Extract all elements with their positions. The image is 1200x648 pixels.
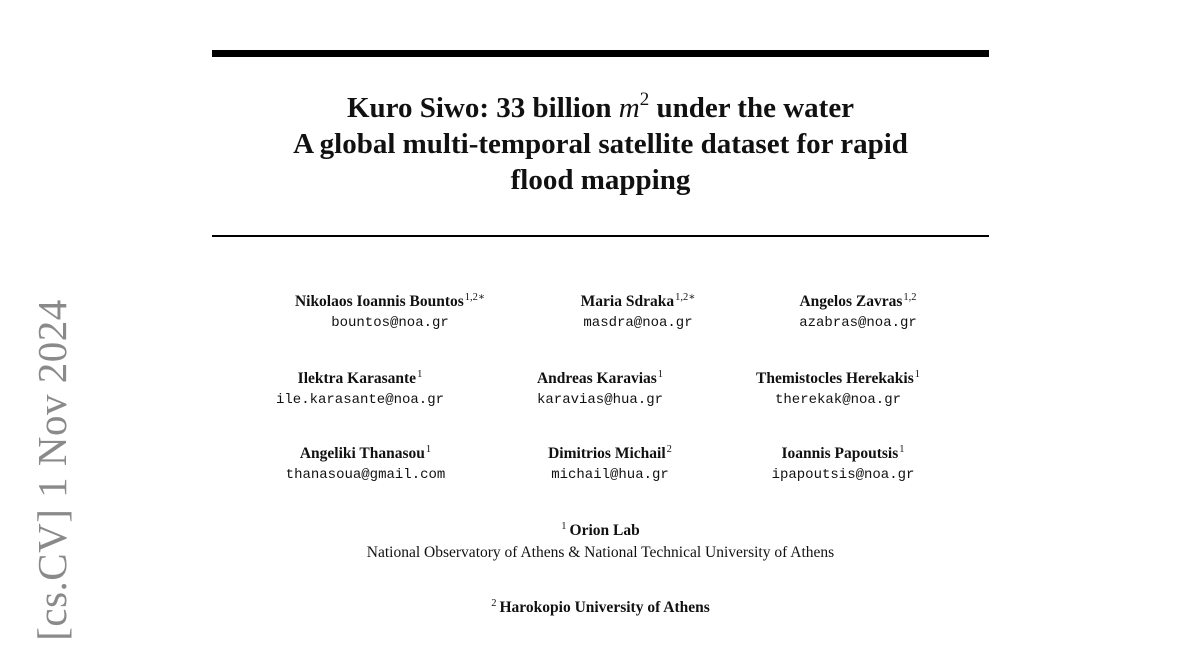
author-email: masdra@noa.gr xyxy=(583,315,693,331)
author-email: thanasoua@gmail.com xyxy=(285,467,446,483)
author-block xyxy=(505,370,695,410)
author-email: azabras@noa.gr xyxy=(799,315,917,331)
author-block xyxy=(515,445,705,485)
title-math-m: m xyxy=(618,92,640,124)
author-name: Dimitrios Michail$^2$ xyxy=(548,444,672,462)
author-email: ile.karasante@noa.gr xyxy=(275,392,445,408)
affiliation-2-name: $^2$ Harokopio University of Athens xyxy=(491,598,710,616)
author-block xyxy=(250,370,470,410)
title-math-exponent: 2 xyxy=(639,89,650,110)
title-rule-top xyxy=(212,50,989,57)
affiliation-1-name: $^1$ Orion Lab xyxy=(561,521,640,539)
author-block xyxy=(548,293,728,333)
author-email: michail@hua.gr xyxy=(551,467,669,483)
title-line-3: flood mapping xyxy=(510,164,691,196)
author-block xyxy=(768,293,948,333)
title-line-1: Kuro Siwo: 33 billion $m^2$ under the water xyxy=(346,89,855,124)
author-email: bountos@noa.gr xyxy=(331,315,449,331)
title-line-2: A global multi-temporal satellite dataset for rapid xyxy=(293,128,908,160)
author-block xyxy=(270,293,510,333)
author-block xyxy=(748,445,938,485)
author-name: Nikolaos Ioannis Bountos$^{1,2∗}$ xyxy=(294,292,486,310)
arxiv-stamp xyxy=(22,300,82,640)
paper-title xyxy=(212,90,989,198)
author-email: ipapoutsis@noa.gr xyxy=(771,467,915,483)
author-name: Andreas Karavias$^1$ xyxy=(536,369,664,387)
author-block xyxy=(728,370,948,410)
author-email: karavias@hua.gr xyxy=(536,392,664,408)
author-name: Ilektra Karasante$^1$ xyxy=(297,369,423,387)
author-name: Angeliki Thanasou$^1$ xyxy=(299,444,432,462)
author-name: Ioannis Papoutsis$^1$ xyxy=(781,444,905,462)
arxiv-stamp-text: [cs.CV] 1 Nov 2024 xyxy=(29,299,75,641)
author-name: Angelos Zavras$^{1,2}$ xyxy=(799,292,917,310)
author-block xyxy=(258,445,473,485)
author-email: therekak@noa.gr xyxy=(774,392,902,408)
title-rule-bottom xyxy=(212,235,989,237)
affiliation-1-detail: National Observatory of Athens & National Technical University of Athens xyxy=(366,544,835,561)
author-name: Themistocles Herekakis$^1$ xyxy=(756,369,920,387)
author-name: Maria Sdraka$^{1,2∗}$ xyxy=(580,292,696,310)
